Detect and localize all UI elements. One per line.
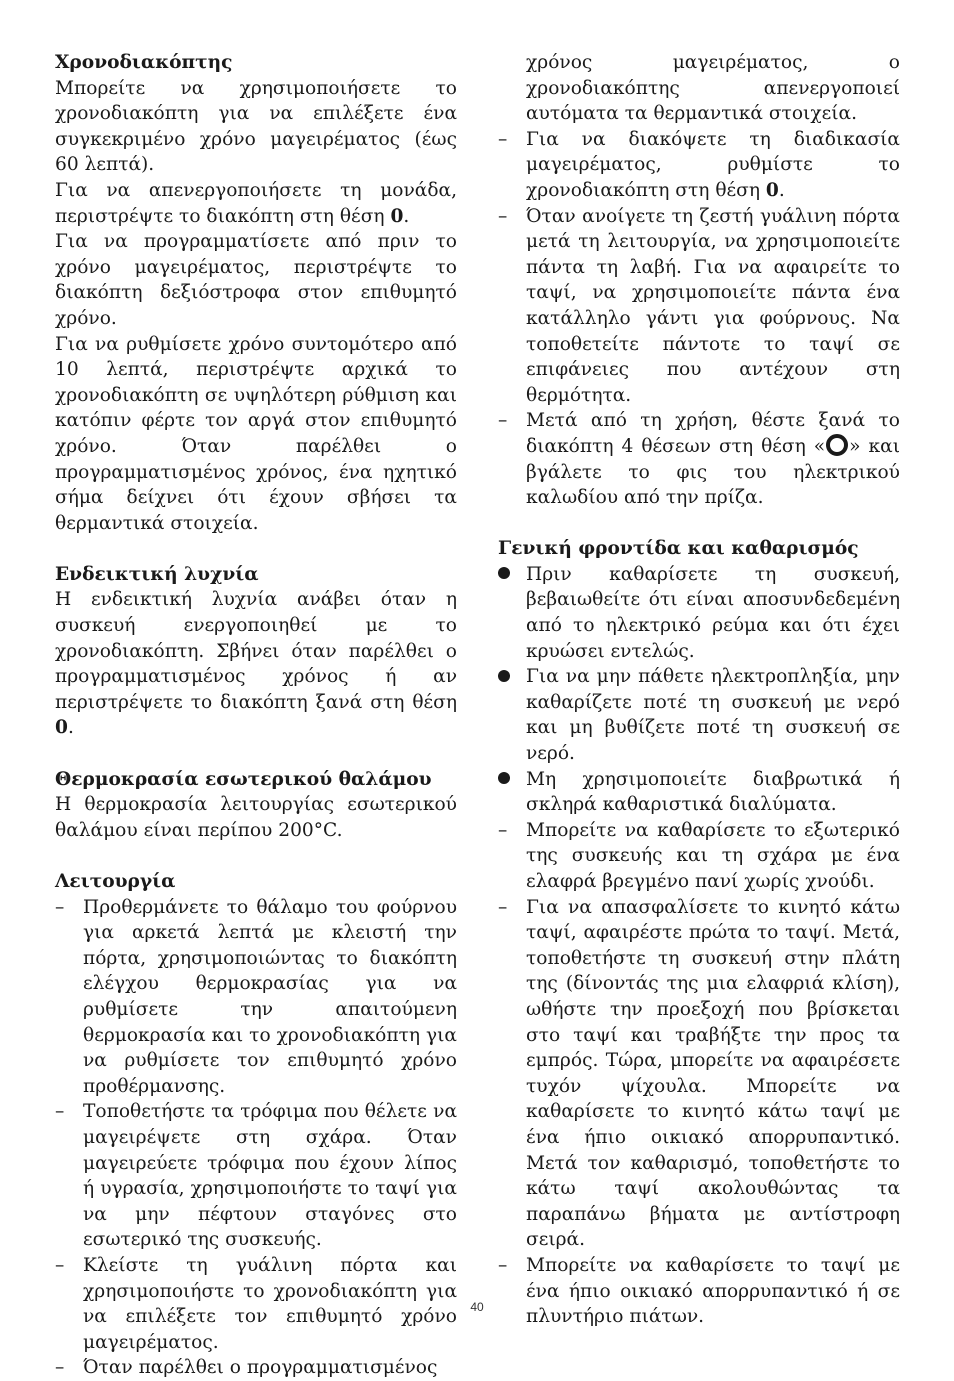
list-item-text: Μπορείτε να καθαρίσετε το ταψί με ένα ήπιο οικιακό απορρυπαντικό ή σε πλυντήριο πιάτων. <box>526 1254 900 1328</box>
dash-marker: – <box>55 1357 65 1379</box>
timer-paragraph-3: Για να προγραμματίσετε από πριν το χρόνο μαγειρέματος, περιστρέψτε το διακόπτη δεξιόστροφα στον επιθυμητό χρόνο. <box>55 231 457 329</box>
operation-heading: Λειτουργία <box>55 871 176 892</box>
timer-paragraph-4: Για να ρυθμίσετε χρόνο συντομότερο από 10 λεπτά, περιστρέψτε αρχικά το χρονοδιακόπτη σε υψηλότερη ρύθμιση και κατόπιν φέρτε τον αργά στον επιθυμητό χρόνο. Όταν παρέλθει ο προγραμματισμένος χρόνος, ένα ηχητικό σήμα δείχνει ότι έχουν σβήσει τα θερμαντικά στοιχεία. <box>55 333 457 534</box>
list-item-text: Μπορείτε να καθαρίσετε το εξωτερικό της συσκευής και τη σχάρα με ένα ελαφρά βρεγμένο πανί χωρίς χνούδι. <box>526 819 900 892</box>
list-item <box>498 664 900 766</box>
left-column <box>55 50 457 1381</box>
list-item-end: . <box>778 179 785 201</box>
care-list <box>498 562 900 1330</box>
list-item <box>498 127 900 204</box>
list-item-position: 0 <box>765 179 779 201</box>
bullet-dot-icon <box>498 670 510 682</box>
list-item-text: Μη χρησιμοποιείτε διαβρωτικά ή σκληρά καθαριστικά διαλύματα. <box>526 768 900 816</box>
list-item-text: Για να απασφαλίσετε το κινητό κάτω ταψί, αφαιρέστε πρώτα το ταψί. Μετά, τοποθετήστε τη συσκευή στην πλάτη της (δίνοντάς της μια ελαφριά κλίση), ωθήστε την προεξοχή που βρίσκεται στο ταψί και τραβήξτε την προς τα εμπρός. Τώρα, μπορείτε να αφαιρέσετε τυχόν ψίχουλα. Μπορείτε να καθαρίσετε το κινητό κάτω ταψί με ένα ήπιο οικιακό απορρυπαντικό. Μετά τον καθαρισμό, τοποθετήστε το κάτω ταψί ακολουθώντας τα παραπάνω βήματα με αντίστροφη σειρά. <box>526 896 900 1251</box>
list-item-text: Για να διακόψετε τη διαδικασία μαγειρέματος, ρυθμίστε το χρονοδιακόπτη στη θέση <box>526 128 900 201</box>
list-item <box>498 408 900 510</box>
dash-marker: – <box>55 1101 65 1123</box>
timer-paragraph-2 <box>55 178 457 229</box>
temperature-paragraph: Η θερμοκρασία λειτουργίας εσωτερικού θαλάμου είναι περίπου 200°C. <box>55 794 457 841</box>
list-item <box>498 818 900 895</box>
list-item <box>498 767 900 818</box>
list-item-text: Όταν ανοίγετε τη ζεστή γυάλινη πόρτα μετά τη λειτουργία, να χρησιμοποιείτε πάντα τη λαβή. Για να αφαιρείτε το ταψί, να χρησιμοποιείτε πάντα ένα κατάλληλο γάντι για φούρνους. Να τοποθετείτε πάντοτε το ταψί σε επιφάνειες που αντέχουν στη θερμότητα. <box>526 205 900 406</box>
dash-marker: – <box>55 1254 65 1276</box>
list-item <box>498 895 900 1253</box>
list-item-end: » και βγάλετε το φις του ηλεκτρικού καλωδίου από την πρίζα. <box>526 435 900 509</box>
timer-p2-position: 0 <box>390 205 404 227</box>
lamp-text: Η ενδεικτική λυχνία ανάβει όταν η συσκευή ενεργοποιηθεί με το χρονοδιακόπτη. Σβήνει όταν παρέλθει ο προγραμματισμένος χρόνος ή αν περιστρέψετε το διακόπτη ξανά στη θέση <box>55 589 457 713</box>
right-column <box>498 50 900 1330</box>
temperature-heading: Θερμοκρασία εσωτερικού θαλάμου <box>55 768 432 790</box>
dash-marker: – <box>498 819 508 841</box>
timer-paragraph-1: Μπορείτε να χρησιμοποιήσετε το χρονοδιακόπτη για να επιλέξετε ένα συγκεκριμένο χρόνο μαγειρέματος (έως 60 λεπτά). <box>55 77 457 176</box>
dash-marker: – <box>498 205 508 227</box>
ring-icon <box>826 434 848 456</box>
list-item <box>55 895 457 1100</box>
list-item-text: Τοποθετήστε τα τρόφιμα που θέλετε να μαγειρέψετε στη σχάρα. Όταν μαγειρεύετε τρόφιμα που έχουν λίπος ή υγρασία, χρησιμοποιήστε το ταψί για να μην πέφτουν σταγόνες στο εσωτερικό της συσκευής. <box>83 1101 457 1251</box>
dash-marker: – <box>498 410 508 432</box>
list-item <box>498 562 900 664</box>
list-item <box>55 1355 457 1381</box>
operation-list-continued <box>498 127 900 511</box>
timer-p2-end: . <box>403 205 410 227</box>
list-item-text: Πριν καθαρίσετε τη συσκευή, βεβαιωθείτε ότι είναι αποσυνδεδεμένη από το ηλεκτρικό ρεύμα και ότι έχει κρυώσει εντελώς. <box>526 563 900 662</box>
page-number: 40 <box>470 1300 484 1314</box>
list-item-text: Κλείστε τη γυάλινη πόρτα και χρησιμοποιήστε το χρονοδιακόπτη για να επιλέξετε τον επιθυμητό χρόνο μαγειρέματος. <box>83 1254 457 1353</box>
dash-marker: – <box>498 1254 508 1276</box>
dash-marker: – <box>498 896 508 918</box>
bullet-dot-icon <box>498 567 510 579</box>
care-heading: Γενική φροντίδα και καθαρισμός <box>498 538 859 560</box>
list-item-text: Όταν παρέλθει ο προγραμματισμένος <box>83 1357 438 1379</box>
lamp-heading: Ενδεικτική λυχνία <box>55 563 259 585</box>
list-item <box>498 1253 900 1330</box>
list-item <box>498 204 900 409</box>
operation-continuation: χρόνος μαγειρέματος, ο χρονοδιακόπτης απενεργοποιεί αυτόματα τα θερμαντικά στοιχεία. <box>526 52 900 125</box>
timer-heading: Χρονοδιακόπτης <box>55 52 233 73</box>
lamp-end: . <box>67 717 74 739</box>
list-item-text: Για να μην πάθετε ηλεκτροπληξία, μην καθαρίζετε ποτέ τη συσκευή με νερό και μη βυθίζετε ποτέ τη συσκευή σε νερό. <box>526 666 900 765</box>
list-item-text: Μετά από τη χρήση, θέστε ξανά το διακόπτη 4 θέσεων στη θέση « <box>526 410 900 457</box>
bullet-dot-icon <box>498 772 510 784</box>
dash-marker: – <box>498 128 508 150</box>
lamp-position: 0 <box>55 717 68 739</box>
dash-marker: – <box>55 896 65 918</box>
lamp-paragraph <box>55 587 457 741</box>
list-item-text: Προθερμάνετε το θάλαμο του φούρνου για αρκετά λεπτά με κλειστή την πόρτα, χρησιμοποιώντας το διακόπτη ελέγχου θερμοκρασίας για να ρυθμίσετε την απαιτούμενη θερμοκρασία και το χρονοδιακόπτη για να ρυθμίσετε τον επιθυμητό χρόνο προθέρμανσης. <box>83 896 457 1097</box>
timer-p2-text: Για να απενεργοποιήσετε τη μονάδα, περιστρέψτε το διακόπτη στη θέση <box>55 179 457 227</box>
list-item <box>55 1099 457 1253</box>
